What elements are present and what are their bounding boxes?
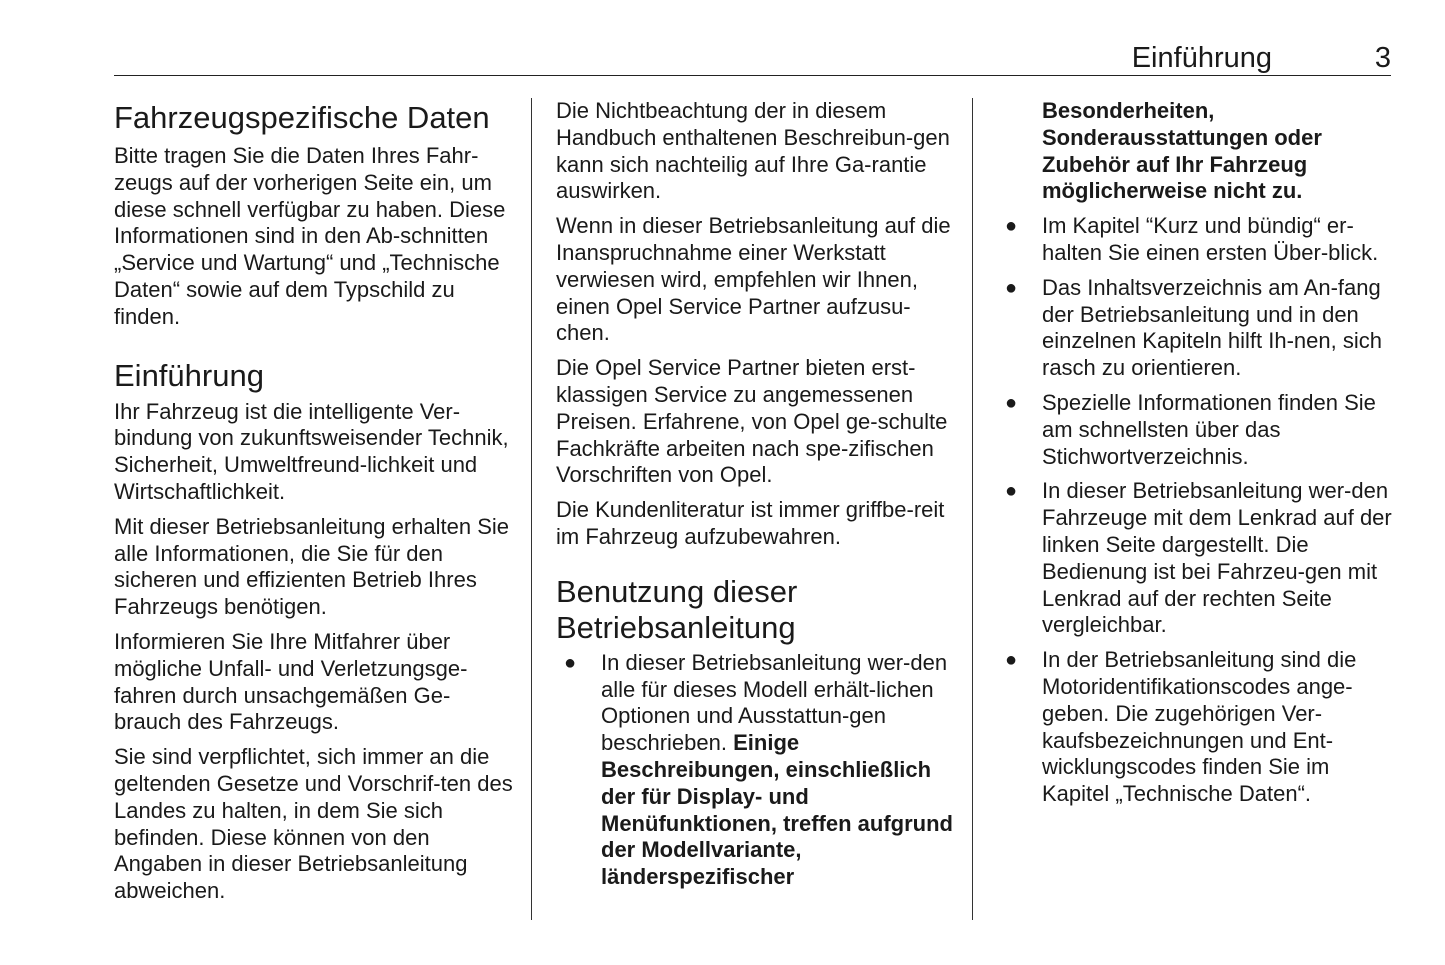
list-item	[1005, 389, 1393, 470]
column-2	[556, 98, 956, 891]
bullet-icon: ●	[1005, 649, 1018, 672]
heading-einfuehrung: Einführung	[114, 357, 264, 393]
paragraph: Bitte tragen Sie die Daten Ihres Fahr-zeugs auf der vorherigen Seite ein, um diese schnell verfügbar zu haben. Diese Informationen sind in den Ab-schnitten „Service und Wartung“ und „Technische Daten“ sowie auf dem Typschild zu finden.	[114, 143, 506, 329]
bullet-icon: ●	[1005, 480, 1018, 503]
list-item	[1005, 274, 1393, 382]
bullet-icon: ●	[1005, 215, 1018, 238]
list-item-text: Im Kapitel “Kurz und bündig“ er-halten Sie einen ersten Über-blick.	[1042, 213, 1379, 265]
paragraph: Die Opel Service Partner bieten erst-klassigen Service zu angemessenen Preisen. Erfahrene, von Opel ge-schulte Fachkräfte arbeiten nach spe-zifischen Vorschriften von Opel.	[556, 355, 948, 488]
list-item-continued	[1042, 98, 1393, 205]
list-item-bold-text: Einige Beschreibungen, einschließlich der für Display- und Menüfunktionen, treffen aufgrund der Modellvariante, länderspezifischer	[601, 730, 953, 890]
heading-benutzung-dieser-betriebsanleitung: Benutzung dieser Betriebsanleitung	[556, 573, 798, 645]
list-item	[1005, 213, 1393, 267]
column-divider-2	[972, 98, 973, 920]
paragraph: Die Nichtbeachtung der in diesem Handbuch enthaltenen Beschreibun-gen kann sich nachteilig auf Ihre Ga-rantie auswirken.	[556, 98, 950, 204]
list-item-text: In der Betriebsanleitung sind die Motoridentifikationscodes ange-geben. Die zugehörigen Ver-kaufsbezeichnungen und Ent-wicklungscodes finden Sie im Kapitel „Technische Daten“.	[1042, 647, 1357, 807]
column-3	[1000, 98, 1393, 808]
paragraph: Wenn in dieser Betriebsanleitung auf die Inanspruchnahme einer Werkstatt verwiesen wird, empfehlen wir Ihnen, einen Opel Service Partner aufzusu-chen.	[556, 213, 951, 346]
paragraph: Informieren Sie Ihre Mitfahrer über mögliche Unfall- und Verletzungsge-fahren durch unsachgemäßen Ge-brauch des Fahrzeugs.	[114, 628, 468, 735]
bullet-icon: ●	[1005, 391, 1018, 414]
bullet-icon: ●	[1005, 276, 1018, 299]
list-item	[564, 649, 956, 891]
paragraph: Ihr Fahrzeug ist die intelligente Ver-bindung von zukunftsweisender Technik, Sicherheit, Umweltfreund-lichkeit und Wirtschaftlichkeit.	[114, 398, 509, 504]
list-item-text: Spezielle Informationen finden Sie am schnellsten über das Stichwortverzeichnis.	[1042, 389, 1376, 469]
list-item-text: In dieser Betriebsanleitung wer-den Fahrzeuge mit dem Lenkrad auf der linken Seite dargestellt. Die Bedienung ist bei Fahrzeu-gen mit Lenkrad auf der rechten Seite vergleichbar.	[1042, 478, 1392, 638]
bullet-list	[1000, 98, 1393, 808]
paragraph: Die Kundenliteratur ist immer griffbe-reit im Fahrzeug aufzubewahren.	[556, 497, 945, 549]
running-header-title: Einführung	[1131, 42, 1272, 74]
column-divider-1	[531, 98, 532, 920]
list-item	[1005, 647, 1393, 808]
page-number: 3	[1374, 42, 1391, 74]
list-item-text: In dieser Betriebsanleitung wer-den alle für dieses Modell erhält-lichen Optionen und Ausstattun-gen beschrieben.	[601, 649, 948, 756]
paragraph: Sie sind verpflichtet, sich immer an die geltenden Gesetze und Vorschrif-ten des Landes zu halten, in dem Sie sich befinden. Diese können von den Angaben in dieser Betriebsanleitung abweichen.	[114, 744, 513, 904]
heading-fahrzeugspezifische-daten: Fahrzeugspezifische Daten	[114, 100, 490, 135]
list-item-text: Das Inhaltsverzeichnis am An-fang der Betriebsanleitung und in den einzelnen Kapiteln hilft Ih-nen, sich rasch zu orientieren.	[1042, 274, 1382, 381]
paragraph: Mit dieser Betriebsanleitung erhalten Sie alle Informationen, die Sie für den sicheren und effizienten Betrieb Ihres Fahrzeugs benötigen.	[114, 513, 510, 620]
bullet-list	[556, 650, 956, 891]
list-item-bold-text: Besonderheiten, Sonderausstattungen oder Zubehör auf Ihr Fahrzeug möglicherweise nicht zu.	[1042, 98, 1322, 204]
bullet-icon: ●	[564, 651, 577, 674]
list-item	[1005, 478, 1393, 639]
header-rule	[114, 75, 1391, 76]
column-1	[114, 98, 514, 905]
